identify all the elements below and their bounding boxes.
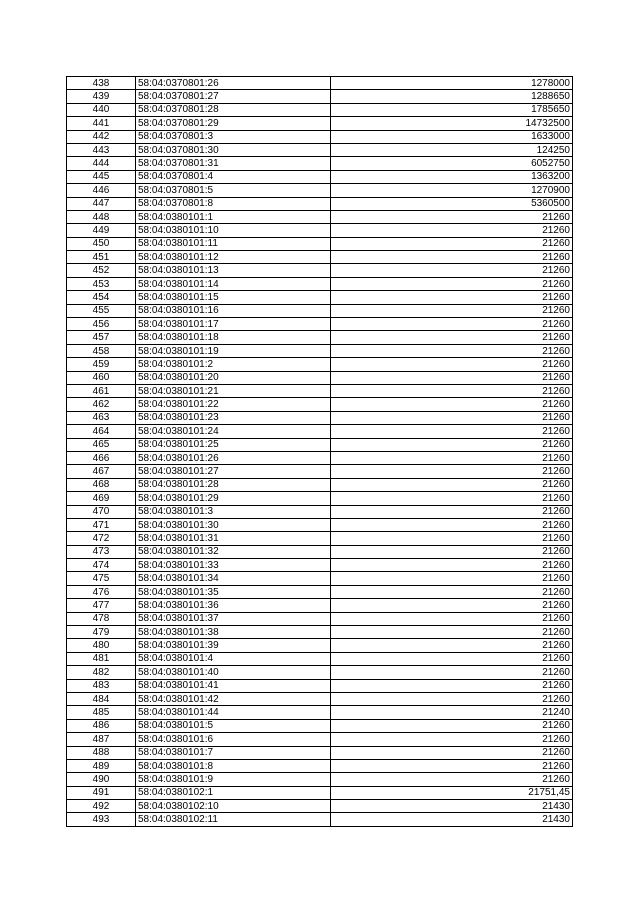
cadastral-value-cell: 21260 [331,759,573,772]
cadastral-value-cell: 21260 [331,331,573,344]
cadastral-value-cell: 21260 [331,719,573,732]
cadastral-number-cell: 58:04:0370801:3 [136,130,331,143]
table-row [67,117,573,130]
cadastral-number-cell: 58:04:0380101:38 [136,626,331,639]
cadastral-number-cell: 58:04:0380101:31 [136,532,331,545]
row-number-cell: 489 [67,759,136,772]
table-row [67,599,573,612]
cadastral-number-cell: 58:04:0380102:10 [136,800,331,813]
cadastral-value-cell: 21260 [331,626,573,639]
cadastral-value-cell: 21260 [331,451,573,464]
row-number-cell: 450 [67,237,136,250]
row-number-cell: 471 [67,518,136,531]
cadastral-number-cell: 58:04:0370801:8 [136,197,331,210]
row-number-cell: 476 [67,585,136,598]
row-number-cell: 459 [67,358,136,371]
row-number-cell: 466 [67,451,136,464]
cadastral-value-cell: 21260 [331,291,573,304]
table-row [67,344,573,357]
table-row [67,786,573,799]
row-number-cell: 475 [67,572,136,585]
cadastral-number-cell: 58:04:0380101:36 [136,599,331,612]
table-row [67,585,573,598]
row-number-cell: 470 [67,505,136,518]
row-number-cell: 445 [67,170,136,183]
cadastral-number-cell: 58:04:0380101:28 [136,478,331,491]
row-number-cell: 448 [67,210,136,223]
cadastral-value-cell: 21260 [331,465,573,478]
table-row [67,746,573,759]
cadastral-number-cell: 58:04:0380101:34 [136,572,331,585]
cadastral-number-cell: 58:04:0380101:12 [136,251,331,264]
row-number-cell: 456 [67,318,136,331]
table-row [67,411,573,424]
table-row [67,465,573,478]
cadastral-value-cell: 1270900 [331,184,573,197]
table-row [67,666,573,679]
table-row [67,652,573,665]
table-row [67,358,573,371]
cadastral-value-cell: 21260 [331,224,573,237]
cadastral-value-cell: 1363200 [331,170,573,183]
table-row [67,626,573,639]
row-number-cell: 473 [67,545,136,558]
cadastral-number-cell: 58:04:0380101:11 [136,237,331,250]
cadastral-number-cell: 58:04:0380101:30 [136,518,331,531]
cadastral-value-cell: 1785650 [331,103,573,116]
cadastral-value-cell: 14732500 [331,117,573,130]
cadastral-value-cell: 1633000 [331,130,573,143]
cadastral-number-cell: 58:04:0380101:37 [136,612,331,625]
table-row [67,773,573,786]
row-number-cell: 443 [67,143,136,156]
cadastral-value-cell: 21260 [331,733,573,746]
cadastral-value-cell: 21260 [331,210,573,223]
cadastral-number-cell: 58:04:0380101:2 [136,358,331,371]
table-row [67,77,573,90]
table-row [67,304,573,317]
table-row [67,184,573,197]
cadastral-number-cell: 58:04:0380101:16 [136,304,331,317]
cadastral-value-cell: 21260 [331,384,573,397]
table-row [67,545,573,558]
table-row [67,692,573,705]
cadastral-number-cell: 58:04:0370801:5 [136,184,331,197]
cadastral-value-cell: 21260 [331,237,573,250]
cadastral-number-cell: 58:04:0380101:20 [136,371,331,384]
table-row [67,425,573,438]
table-row [67,277,573,290]
cadastral-value-cell: 124250 [331,143,573,156]
row-number-cell: 457 [67,331,136,344]
cadastral-value-cell: 21260 [331,344,573,357]
cadastral-value-cell: 21260 [331,505,573,518]
cadastral-value-table [66,76,573,827]
row-number-cell: 468 [67,478,136,491]
table-row [67,813,573,826]
table-row [67,679,573,692]
row-number-cell: 469 [67,492,136,505]
cadastral-number-cell: 58:04:0380101:1 [136,210,331,223]
row-number-cell: 488 [67,746,136,759]
cadastral-number-cell: 58:04:0370801:26 [136,77,331,90]
cadastral-value-cell: 21260 [331,251,573,264]
row-number-cell: 483 [67,679,136,692]
table-row [67,559,573,572]
table-row [67,612,573,625]
cadastral-value-cell: 21260 [331,652,573,665]
row-number-cell: 449 [67,224,136,237]
table-row [67,384,573,397]
table-row [67,157,573,170]
cadastral-value-cell: 21260 [331,532,573,545]
table-row [67,331,573,344]
table-row [67,371,573,384]
cadastral-number-cell: 58:04:0380101:24 [136,425,331,438]
table-row [67,170,573,183]
cadastral-number-cell: 58:04:0380101:21 [136,384,331,397]
cadastral-number-cell: 58:04:0380102:11 [136,813,331,826]
cadastral-number-cell: 58:04:0380101:40 [136,666,331,679]
row-number-cell: 451 [67,251,136,264]
cadastral-number-cell: 58:04:0380101:44 [136,706,331,719]
row-number-cell: 458 [67,344,136,357]
cadastral-value-cell: 21260 [331,358,573,371]
cadastral-number-cell: 58:04:0380101:18 [136,331,331,344]
row-number-cell: 460 [67,371,136,384]
cadastral-number-cell: 58:04:0380101:8 [136,759,331,772]
cadastral-value-cell: 21260 [331,371,573,384]
row-number-cell: 447 [67,197,136,210]
cadastral-number-cell: 58:04:0380101:29 [136,492,331,505]
row-number-cell: 441 [67,117,136,130]
row-number-cell: 491 [67,786,136,799]
cadastral-value-cell: 21260 [331,492,573,505]
cadastral-number-cell: 58:04:0380101:17 [136,318,331,331]
cadastral-value-cell: 21260 [331,304,573,317]
cadastral-value-cell: 21260 [331,398,573,411]
cadastral-value-cell: 21751,45 [331,786,573,799]
cadastral-number-cell: 58:04:0380101:32 [136,545,331,558]
cadastral-number-cell: 58:04:0380101:42 [136,692,331,705]
cadastral-number-cell: 58:04:0380101:3 [136,505,331,518]
table-body [67,77,573,827]
table-row [67,143,573,156]
row-number-cell: 440 [67,103,136,116]
row-number-cell: 439 [67,90,136,103]
cadastral-value-cell: 21260 [331,478,573,491]
cadastral-value-cell: 21260 [331,692,573,705]
row-number-cell: 477 [67,599,136,612]
table-row [67,130,573,143]
cadastral-value-cell: 21260 [331,545,573,558]
cadastral-number-cell: 58:04:0380101:25 [136,438,331,451]
table-row [67,800,573,813]
row-number-cell: 486 [67,719,136,732]
table-row [67,318,573,331]
cadastral-value-cell: 21260 [331,773,573,786]
cadastral-value-cell: 21260 [331,318,573,331]
cadastral-number-cell: 58:04:0380101:39 [136,639,331,652]
table-row [67,759,573,772]
cadastral-number-cell: 58:04:0380101:19 [136,344,331,357]
row-number-cell: 480 [67,639,136,652]
cadastral-value-cell: 21430 [331,813,573,826]
table-row [67,251,573,264]
row-number-cell: 490 [67,773,136,786]
row-number-cell: 444 [67,157,136,170]
cadastral-number-cell: 58:04:0380101:35 [136,585,331,598]
cadastral-value-cell: 21260 [331,679,573,692]
cadastral-number-cell: 58:04:0370801:30 [136,143,331,156]
cadastral-number-cell: 58:04:0380101:15 [136,291,331,304]
row-number-cell: 461 [67,384,136,397]
cadastral-value-cell: 21260 [331,411,573,424]
cadastral-value-cell: 1288650 [331,90,573,103]
table-row [67,291,573,304]
table-row [67,224,573,237]
cadastral-number-cell: 58:04:0370801:31 [136,157,331,170]
cadastral-number-cell: 58:04:0380101:9 [136,773,331,786]
row-number-cell: 452 [67,264,136,277]
row-number-cell: 472 [67,532,136,545]
cadastral-value-cell: 21240 [331,706,573,719]
cadastral-value-cell: 21260 [331,438,573,451]
cadastral-number-cell: 58:04:0380101:33 [136,559,331,572]
table-row [67,719,573,732]
cadastral-value-cell: 21260 [331,277,573,290]
table-row [67,518,573,531]
cadastral-number-cell: 58:04:0380101:26 [136,451,331,464]
row-number-cell: 481 [67,652,136,665]
cadastral-value-cell: 21260 [331,746,573,759]
row-number-cell: 462 [67,398,136,411]
cadastral-number-cell: 58:04:0370801:28 [136,103,331,116]
cadastral-value-cell: 21260 [331,518,573,531]
row-number-cell: 479 [67,626,136,639]
table-row [67,492,573,505]
row-number-cell: 465 [67,438,136,451]
cadastral-number-cell: 58:04:0380101:6 [136,733,331,746]
table-row [67,706,573,719]
cadastral-number-cell: 58:04:0380101:4 [136,652,331,665]
table-row [67,90,573,103]
row-number-cell: 438 [67,77,136,90]
row-number-cell: 474 [67,559,136,572]
row-number-cell: 485 [67,706,136,719]
table-row [67,478,573,491]
table-row [67,264,573,277]
cadastral-value-cell: 21260 [331,585,573,598]
table-row [67,438,573,451]
cadastral-number-cell: 58:04:0380101:27 [136,465,331,478]
cadastral-number-cell: 58:04:0370801:4 [136,170,331,183]
table-row [67,639,573,652]
cadastral-number-cell: 58:04:0370801:27 [136,90,331,103]
row-number-cell: 442 [67,130,136,143]
row-number-cell: 493 [67,813,136,826]
row-number-cell: 484 [67,692,136,705]
cadastral-value-cell: 21260 [331,599,573,612]
cadastral-value-cell: 21260 [331,639,573,652]
row-number-cell: 467 [67,465,136,478]
cadastral-value-cell: 6052750 [331,157,573,170]
cadastral-value-cell: 21260 [331,559,573,572]
cadastral-number-cell: 58:04:0380101:14 [136,277,331,290]
table-row [67,103,573,116]
row-number-cell: 478 [67,612,136,625]
cadastral-value-cell: 21260 [331,425,573,438]
cadastral-value-cell: 1278000 [331,77,573,90]
cadastral-number-cell: 58:04:0380102:1 [136,786,331,799]
row-number-cell: 455 [67,304,136,317]
cadastral-number-cell: 58:04:0380101:7 [136,746,331,759]
cadastral-number-cell: 58:04:0380101:23 [136,411,331,424]
row-number-cell: 454 [67,291,136,304]
table-row [67,572,573,585]
cadastral-number-cell: 58:04:0380101:13 [136,264,331,277]
row-number-cell: 482 [67,666,136,679]
cadastral-value-cell: 5360500 [331,197,573,210]
cadastral-number-cell: 58:04:0380101:41 [136,679,331,692]
cadastral-value-cell: 21260 [331,264,573,277]
table-row [67,398,573,411]
row-number-cell: 487 [67,733,136,746]
cadastral-number-cell: 58:04:0380101:22 [136,398,331,411]
cadastral-value-cell: 21260 [331,572,573,585]
row-number-cell: 463 [67,411,136,424]
row-number-cell: 492 [67,800,136,813]
row-number-cell: 464 [67,425,136,438]
cadastral-number-cell: 58:04:0370801:29 [136,117,331,130]
row-number-cell: 446 [67,184,136,197]
table-row [67,532,573,545]
table-row [67,505,573,518]
table-row [67,733,573,746]
row-number-cell: 453 [67,277,136,290]
table-row [67,237,573,250]
cadastral-value-cell: 21260 [331,612,573,625]
table-row [67,197,573,210]
cadastral-value-cell: 21260 [331,666,573,679]
table-row [67,210,573,223]
cadastral-number-cell: 58:04:0380101:10 [136,224,331,237]
cadastral-value-cell: 21430 [331,800,573,813]
table-row [67,451,573,464]
cadastral-number-cell: 58:04:0380101:5 [136,719,331,732]
